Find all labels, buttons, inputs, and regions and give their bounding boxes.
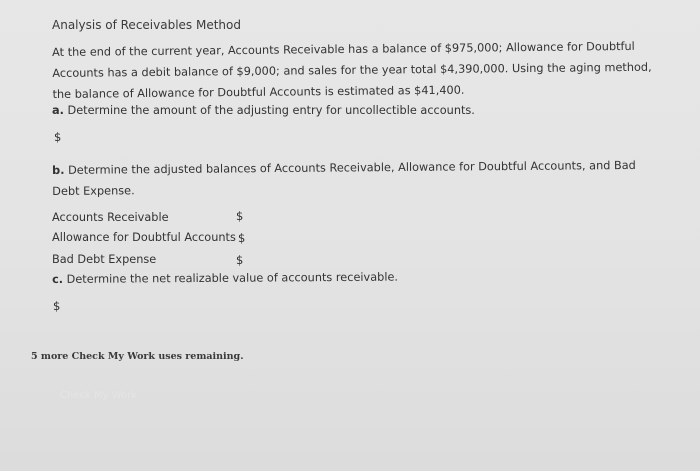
accounts-receivable-currency: $: [236, 209, 244, 223]
question-c-text: Determine the net realizable value of accounts receivable.: [66, 270, 399, 286]
bad-debt-expense-label: Bad Debt Expense: [52, 253, 157, 266]
accounts-receivable-label: Accounts Receivable: [52, 211, 169, 224]
remaining-attempts-text: 5 more Check My Work uses remaining.: [31, 351, 244, 362]
question-c: [52, 271, 398, 286]
bad-debt-expense-currency: $: [236, 253, 244, 267]
question-a-letter: a.: [52, 104, 64, 117]
accounts-receivable-row: [52, 209, 244, 224]
problem-statement: At the end of the current year, Accounts Receivable has a balance of $975,000; Allowance for Doubtful Accounts has a debit balance of $9,000; and sales for the year total $4,390,000. Using the aging method, the balance of Allowance for Doubtful Accounts is estimated as $41,400.: [52, 39, 652, 101]
check-my-work-button[interactable]: Check My Work: [60, 390, 137, 401]
allowance-label: Allowance for Doubtful Accounts: [52, 231, 236, 244]
answer-a-currency: $: [54, 130, 62, 144]
question-a-text: Determine the amount of the adjusting entry for uncollectible accounts.: [67, 104, 475, 117]
bad-debt-expense-row: [52, 253, 244, 267]
question-b-text: Determine the adjusted balances of Accounts Receivable, Allowance for Doubtful Accounts, and Bad Debt Expense.: [52, 158, 636, 198]
page-title: Analysis of Receivables Method: [52, 18, 241, 32]
question-a: [52, 104, 475, 117]
answer-c-currency: $: [53, 299, 61, 313]
question-b-letter: b.: [52, 163, 65, 177]
allowance-row: [52, 231, 246, 245]
allowance-currency: $: [238, 231, 246, 245]
question-c-letter: c.: [52, 272, 64, 286]
question-b: [52, 155, 652, 202]
